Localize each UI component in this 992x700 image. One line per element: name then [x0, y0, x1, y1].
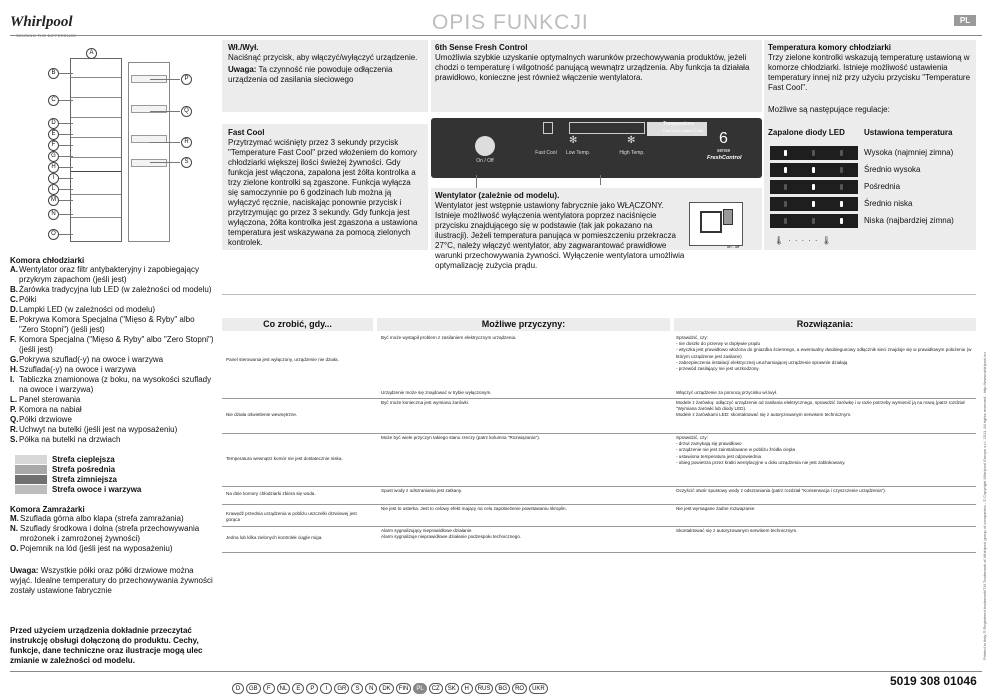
temp-level-label: Średnio niska	[864, 199, 913, 208]
sixth-sense-title: 6th Sense Fresh Control	[435, 43, 528, 52]
page-title: OPIS FUNKCJI	[432, 11, 589, 34]
zone-label: Strefa pośrednia	[52, 465, 116, 474]
row-what: Temperatura wewnątrz komór nie jest dostatecznie niska.	[226, 455, 343, 461]
legend-item	[10, 335, 215, 355]
led-indicator	[784, 201, 787, 207]
temperature-panel	[764, 40, 976, 250]
table-row-divider	[222, 486, 976, 487]
bottom-note: Przed użyciem urządzenia dokładnie przeczytać instrukcję obsługi dołączoną do produktu. Cechy, funkcje, dane techniczne oraz ilustracje mogą ulec zmianie w zależności od modelu.	[10, 626, 203, 665]
zone-swatch	[15, 455, 47, 464]
legend-note: Uwaga: Wszystkie półki oraz półki drzwiowe można wyjąć. Idealne temperatury do przechowywania żywności zostały ustawione fabrycznie	[10, 566, 213, 595]
legend-key: N.	[10, 524, 18, 533]
fan-switch-label: on - off	[727, 244, 740, 249]
language-list	[232, 677, 550, 695]
callout-leader	[59, 134, 73, 135]
fast-cool-text: Przytrzymać wciśnięty przez 3 sekundy przycisk "Temperature Fast Cool" przed włożeniem do komory chłodziarki większej ilości świeżej żywności. Gdy funkcja jest włączona, zapalona jest żółta kontrolka a trzy zielone kontrolki są zgaszone. Funkcja wyłącza się samoczynnie po 6 godzinach lub można ją wyłączyć ręcznie, naciskając ponownie przycisk i przytrzymując go przez 3 sekundy. Gdy funkcja jest wyłączona, żółta kontrolka jest zgaszona a ustawiona temperatura jest wskazywana za pomocą zielonych kontrolek.	[228, 138, 418, 247]
sixth-sense-panel	[431, 40, 762, 112]
language-i[interactable]: I	[320, 683, 332, 694]
language-ro[interactable]: RO	[512, 683, 527, 694]
legend-key: L.	[10, 395, 18, 404]
callout-leader	[59, 123, 73, 124]
legend-key: R.	[10, 425, 18, 434]
zone-label: Strefa cieplejsza	[52, 455, 115, 464]
row-fix: Nie jest wymagane żadne rozwiązanie.	[676, 506, 756, 511]
row-causes: Może być wiele przyczyn takiego stanu rzeczy (patrz kolumna "Rozwiązania").	[381, 435, 541, 440]
language-n[interactable]: N	[365, 683, 377, 694]
fridge-legend-title: Komora chłodziarki	[10, 256, 85, 265]
led-row	[770, 197, 858, 211]
section-rule	[222, 294, 976, 295]
row-fix: Modele z żarówką: odłączyć urządzenie od zasilania elektrycznego, sprawdzić żarówkę i w razie potrzeby wymienić ją na nową (patrz rozdział "Wymiana żarówki lub diody LED). Modele z żarówkami LED: skontaktować się z autoryzowanym serwisem technicznym.	[676, 400, 965, 418]
table-row-divider	[222, 552, 976, 553]
thermometer-scale-icon: 🌡·····🌡	[774, 236, 836, 245]
row-fix: Sprawdzić, czy: - nie doszło do przerwy w dopływie prądu - wtyczka jest prawidłowo włożona do gniazdka ściennego, a ewentualny dwubiegunowy odłącznik sieci znajduje się w prawidłowym położeniu (w którym urządzenie jest zasilane) - zabezpieczenia instalacji elektrycznej uruchamiającej urządzenie sprawnie działają - przewód zasilający nie jest uszkodzony.	[676, 335, 972, 372]
callout-leader	[59, 234, 73, 235]
freezer-item	[10, 544, 215, 554]
row-fix: Sprawdzić, czy: - drzwi zamykają się prawidłowo - urządzenie nie jest zainstalowane w pobliżu źródła ciepła - ustawiona temperatura jest odpowiednia - obieg powietrza przez kratki wentylacyjne u dołu urządzenia nie jest zablokowany.	[676, 435, 846, 465]
legend-key: H.	[10, 365, 18, 374]
callout-leader	[59, 178, 73, 179]
temp-level-label: Wysoka (najmniej zimna)	[864, 148, 954, 157]
temp-level-label: Średnio wysoka	[864, 165, 921, 174]
cp-high-temp-label: High Temp.	[619, 150, 645, 156]
sixth-sense-text: Umożliwia szybkie uzyskanie optymalnych warunków przechowywania produktów, jeżeli chodzi o temperaturę i wilgotność panującą wewnątrz urządzenia. Aby funkcja ta działała prawidłowo, konieczne jest również włączenie wentylatora.	[435, 53, 750, 82]
led-indicator	[812, 218, 815, 224]
legend-item	[10, 425, 215, 435]
table-head-what: Co zrobić, gdy...	[263, 319, 332, 329]
legend-text: Półki	[19, 295, 37, 304]
legend-item	[10, 285, 215, 295]
table-row-divider	[222, 433, 976, 434]
legend-text: Panel sterowania	[19, 395, 81, 404]
header-rule	[10, 35, 982, 36]
legend-item	[10, 405, 215, 415]
legend-text: Wentylator oraz filtr antybakteryjny i zapobiegający przykrym zapachom (jeśli jest)	[19, 265, 199, 284]
onoff-text: Naciśnąć przycisk, aby włączyć/wyłączyć urządzenie.	[228, 53, 418, 62]
callout-leader	[59, 200, 73, 201]
callout-s: S	[181, 157, 192, 168]
callout-r: R	[181, 137, 192, 148]
language-s[interactable]: S	[351, 683, 363, 694]
callout-leader	[150, 162, 180, 163]
row-causes: Urządzenie może się znajdować w trybie wyłączonym.	[381, 390, 492, 395]
fridge-illustration	[70, 58, 122, 242]
language-e[interactable]: E	[292, 683, 304, 694]
table-row-divider	[222, 398, 976, 399]
legend-left	[10, 256, 215, 445]
temp-panel-sub: Możliwe są następujące regulacje:	[768, 105, 890, 114]
legend-text: Komora na nabiał	[19, 405, 82, 414]
callout-e: E	[48, 129, 59, 140]
sixth-sense-logo-word: sense	[717, 148, 731, 154]
led-indicator	[784, 150, 787, 156]
language-pl[interactable]: PL	[413, 683, 426, 694]
table-head-causes: Możliwe przyczyny:	[481, 319, 566, 329]
on-off-button[interactable]	[475, 136, 495, 156]
language-sk[interactable]: SK	[445, 683, 459, 694]
legend-item	[10, 395, 215, 405]
cp-fast-cool-label: Fast Cool	[535, 150, 557, 156]
row-fix: Włączyć urządzenie za pomocą przycisku wł./wył.	[676, 390, 778, 395]
callout-l: L	[48, 184, 59, 195]
legend-key: S.	[10, 435, 18, 444]
callout-i: I	[48, 173, 59, 184]
cp-low-temp-label: Low Temp.	[565, 150, 591, 156]
callout-b: B	[48, 68, 59, 79]
row-what: Jedna lub kilka zielonych kontrolek ciągle miga.	[226, 535, 323, 540]
legend-key: Q.	[10, 415, 19, 424]
snowflake-icon-high: ✻	[627, 135, 636, 146]
legend-item	[10, 375, 215, 395]
callout-leader	[59, 189, 73, 190]
legend-item	[10, 295, 215, 305]
product-code: 5019 308 01046	[890, 674, 977, 688]
temp-panel-text: Trzy zielone kontrolki wskazują temperaturę ustawioną w komorze chłodziarki. Istnieje możliwość ustawienia temperatury innej niż przy użyciu przycisku "Temperature Fast Cool".	[768, 53, 971, 92]
callout-d: D	[48, 118, 59, 129]
led-indicator	[812, 150, 815, 156]
language-ukr[interactable]: UKR	[529, 683, 548, 694]
legend-text: Lampki LED (w zależności od modelu)	[19, 305, 156, 314]
legend-key: E.	[10, 315, 18, 324]
language-f[interactable]: F	[263, 683, 275, 694]
legend-key: G.	[10, 355, 19, 364]
cp-on-off-label: On / Off	[476, 158, 494, 164]
legend-key: I.	[10, 375, 15, 384]
leader-panel	[600, 175, 601, 185]
led-indicator	[840, 201, 843, 207]
language-h[interactable]: H	[461, 683, 473, 694]
callout-leader	[59, 214, 73, 215]
fast-cool-led	[543, 122, 553, 134]
language-gb[interactable]: GB	[246, 683, 261, 694]
fresh-control-logo: FreshControl	[707, 155, 742, 161]
row-fix: Oczyścić otwór spustowy wody z odszraniania (patrz rozdział "Konserwacja i czyszczenie urządzenia").	[676, 488, 887, 493]
row-fix: Skontaktować się z autoryzowanym serwisem technicznym.	[676, 528, 798, 533]
legend-text: Tabliczka znamionowa (z boku, na wysokości szuflady na owoce i warzywa)	[19, 375, 212, 394]
callout-leader	[59, 156, 73, 157]
fan-switch-illustration	[689, 202, 743, 246]
legend-text: Szuflada górna albo klapa (strefa zamrażania)	[20, 514, 184, 523]
cp-fast-cool-press: Fast Cool: press 3 sec.	[663, 128, 704, 133]
led-row	[770, 214, 858, 228]
callout-q: Q	[181, 106, 192, 117]
legend-item	[10, 265, 215, 285]
legend-item	[10, 415, 215, 425]
language-gr[interactable]: GR	[334, 683, 349, 694]
led-indicator	[840, 167, 843, 173]
callout-o: O	[48, 229, 59, 240]
legend-key: O.	[10, 544, 19, 553]
callout-leader	[59, 73, 73, 74]
callout-c: C	[48, 95, 59, 106]
legend-key: C.	[10, 295, 18, 304]
onoff-panel	[222, 40, 428, 112]
legend-text: Szuflady środkowa i dolna (strefa przechowywania mrożonek i zamrożonej żywności)	[20, 524, 200, 543]
language-rus[interactable]: RUS	[475, 683, 494, 694]
led-row	[770, 146, 858, 160]
fast-cool-title: Fast Cool	[228, 128, 265, 137]
callout-leader	[59, 145, 73, 146]
language-badge: PL	[954, 15, 976, 26]
language-nl[interactable]: NL	[277, 683, 291, 694]
fan-text: Wentylator jest wstępnie ustawiony fabrycznie jako WŁĄCZONY. Istnieje możliwość wyłączenia wentylatora poprzez naciśnięcie przycisku znajdującego się w podstawie (tak jak pokazano na ilustracji). Jeżeli temperatura panująca w pomieszczeniu przekracza 27°C, należy włączyć wentylator, aby zagwarantować prawidłowe warunki przechowywania żywności. Wyłączenie wentylatora umożliwia optymalizację zużycia prądu.	[435, 201, 685, 270]
legend-text: Żarówka tradycyjna lub LED (w zależności od modelu)	[19, 285, 212, 294]
language-cz[interactable]: CZ	[429, 683, 443, 694]
legend-key: B.	[10, 285, 18, 294]
callout-leader	[150, 111, 180, 112]
table-head-fix: Rozwiązania:	[796, 319, 854, 329]
led-indicator	[840, 218, 843, 224]
control-panel-illustration	[431, 118, 762, 178]
legend-item	[10, 315, 215, 335]
led-row	[770, 180, 858, 194]
row-what: Nie działa oświetlenie wewnętrzne.	[226, 411, 298, 417]
callout-h: H	[48, 162, 59, 173]
onoff-title: Wł./Wył.	[228, 43, 259, 52]
zone-label: Strefa owoce i warzywa	[52, 485, 142, 494]
led-indicator	[812, 184, 815, 190]
language-dk[interactable]: DK	[379, 683, 393, 694]
legend-key: A.	[10, 265, 18, 274]
callout-g: G	[48, 151, 59, 162]
fan-title: Wentylator (zależnie od modelu).	[435, 191, 560, 200]
freezer-item	[10, 524, 215, 544]
led-indicator	[840, 184, 843, 190]
cp-temperature-label: Temperature	[663, 121, 694, 127]
freezer-legend	[10, 505, 215, 554]
snowflake-icon: ✻	[569, 135, 578, 146]
fridge-door-illustration	[128, 62, 170, 242]
table-row-divider	[222, 504, 976, 505]
temp-led-strip	[569, 122, 645, 134]
temp-col-setting: Ustawiona temperatura	[864, 128, 953, 137]
led-indicator	[784, 167, 787, 173]
callout-a: A	[86, 48, 97, 59]
freezer-legend-title: Komora Zamrażarki	[10, 505, 85, 514]
fridge-legend-items	[10, 265, 215, 445]
fan-switch-icon	[723, 209, 733, 225]
onoff-note: Uwaga: Ta czynność nie powoduje odłączenia urządzenia od zasilania sieciowego	[228, 65, 393, 84]
legend-text: Komora Specjalna ("Mięso & Ryby" albo "Zero Stopni") (jeśli jest)	[19, 335, 214, 354]
legend-text: Pojemnik na lód (jeśli jest na wyposażeniu)	[20, 544, 173, 553]
row-causes: Alarm sygnalizujący nieprawidłowe działanie Alarm sygnalizuje nieprawidłowe działanie podzespołu technicznego.	[381, 528, 522, 540]
fan-panel	[431, 188, 762, 270]
led-row	[770, 163, 858, 177]
legend-text: Pokrywa Komora Specjalna ("Mięso & Ryby" albo "Zero Stopni") (jeśli jest)	[19, 315, 195, 334]
table-row-divider	[222, 526, 976, 527]
row-what: Panel sterowania jest wyłączony, urządzenie nie działa.	[226, 356, 339, 362]
fast-cool-panel	[222, 124, 428, 250]
language-d[interactable]: D	[232, 683, 244, 694]
legend-key: M.	[10, 514, 19, 523]
zone-label: Strefa zimniejsza	[52, 475, 117, 484]
zone-swatch	[15, 475, 47, 484]
legend-item	[10, 305, 215, 315]
temp-level-label: Pośrednia	[864, 182, 901, 191]
temp-panel-title: Temperatura komory chłodziarki	[768, 43, 891, 52]
legend-key: D.	[10, 305, 18, 314]
legend-text: Półka na butelki na drzwiach	[19, 435, 121, 444]
temp-col-leds: Zapalone diody LED	[768, 128, 845, 137]
row-what: Na dnie komory chłodziarki zbiera się woda.	[226, 491, 316, 496]
legend-text: Uchwyt na butelki (jeśli jest na wyposażeniu)	[19, 425, 178, 434]
zone-swatch	[15, 485, 47, 494]
led-indicator	[784, 184, 787, 190]
led-indicator	[812, 201, 815, 207]
legend-item	[10, 355, 215, 365]
row-causes: Być może konieczna jest wymiana żarówki.	[381, 400, 470, 405]
language-bg[interactable]: BG	[495, 683, 510, 694]
callout-p: P	[181, 74, 192, 85]
freezer-item	[10, 514, 215, 524]
callout-f: F	[48, 140, 59, 151]
footer-rule	[10, 671, 982, 672]
callout-n: N	[48, 209, 59, 220]
temp-level-label: Niska (najbardziej zimna)	[864, 216, 954, 225]
callout-leader	[59, 167, 73, 168]
legend-key: F.	[10, 335, 17, 344]
language-fin[interactable]: FIN	[396, 683, 412, 694]
zone-swatch	[15, 465, 47, 474]
callout-leader	[150, 142, 180, 143]
language-p[interactable]: P	[306, 683, 318, 694]
row-causes: Być może wystąpił problem z zasilaniem elektrycznym urządzenia.	[381, 335, 517, 340]
legend-text: Szuflada(-y) na owoce i warzywa	[19, 365, 136, 374]
led-indicator	[812, 167, 815, 173]
row-causes: Spust wody z odszraniania jest zatkany.	[381, 488, 463, 493]
led-indicator	[840, 150, 843, 156]
legend-key: P.	[10, 405, 17, 414]
legend-item	[10, 365, 215, 375]
callout-leader	[150, 79, 180, 80]
sixth-sense-logo-number: 6	[719, 130, 728, 147]
row-causes: Nie jest to usterka. Jest to celowy efekt mający na celu zapobieżenie powstawaniu skroplin.	[381, 506, 567, 511]
led-indicator	[784, 218, 787, 224]
copyright-vertical: Printed in Italy ® Registered trademark/TM Trademark of Whirlpool group of companies - © Copyright Whirlpool Europe s.r.l. 2011. All rights reserved - http://www.whirlpool.eu	[982, 352, 987, 660]
callout-leader	[59, 100, 73, 101]
row-what: Krawędź przednia urządzenia w pobliżu uszczelki drzwiowej jest gorąca	[226, 511, 357, 523]
brand-logo: Whirlpool	[10, 14, 73, 30]
legend-text: Pokrywa szuflad(-y) na owoce i warzywa	[19, 355, 164, 364]
callout-m: M	[48, 195, 59, 206]
legend-item	[10, 435, 215, 445]
legend-text: Półki drzwiowe	[19, 415, 72, 424]
freezer-legend-items	[10, 514, 215, 554]
